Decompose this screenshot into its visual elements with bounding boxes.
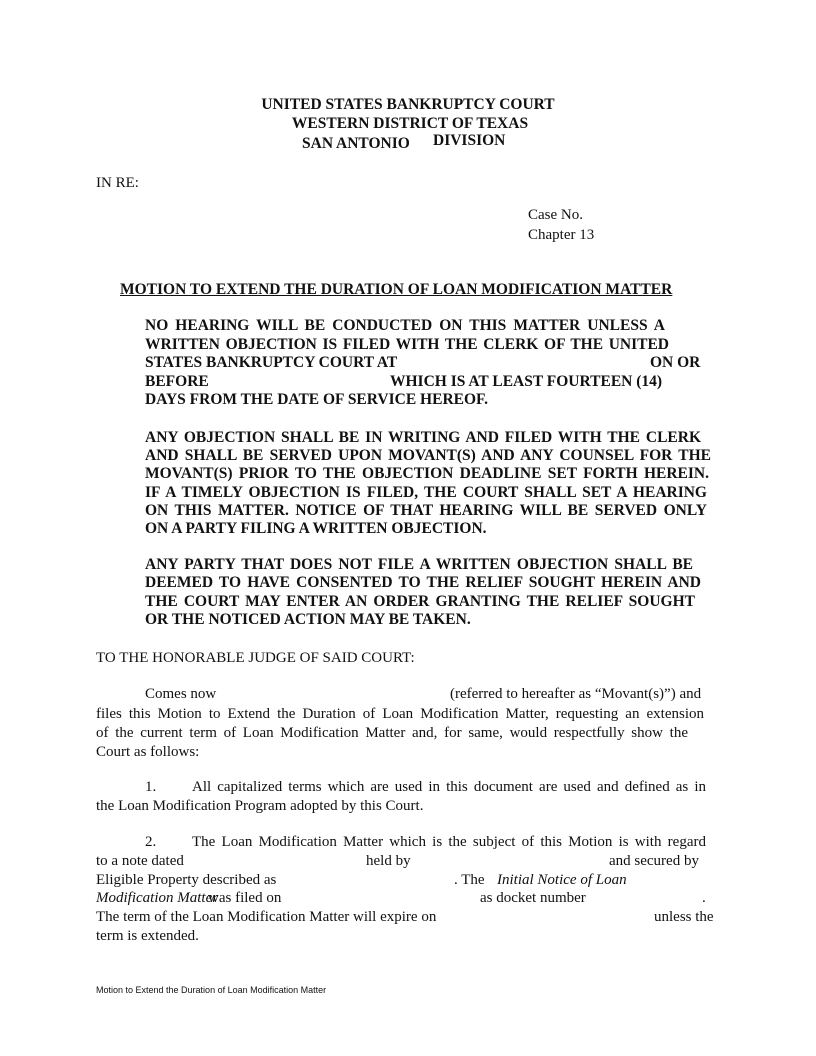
paragraph-text-italic: Modification Matter (96, 890, 219, 906)
chapter-label: Chapter 13 (528, 227, 595, 243)
intro-text: (referred to hereafter as “Movant(s)”) and (450, 686, 702, 702)
notice2-line: ANY OBJECTION SHALL BE IN WRITING AND FILED WITH THE CLERK (145, 429, 701, 446)
paragraph-number: 2. (145, 834, 157, 850)
paragraph-text: . The (454, 872, 485, 888)
page-footer: Motion to Extend the Duration of Loan Modification Matter (96, 985, 327, 995)
paragraph-text: the Loan Modification Program adopted by this Court. (96, 798, 424, 814)
in-re-label: IN RE: (96, 175, 139, 191)
paragraph-text: unless the (654, 909, 714, 925)
paragraph-text: was filed on (208, 890, 282, 906)
notice2-line: IF A TIMELY OBJECTION IS FILED, THE COURT SHALL SET A HEARING (145, 484, 707, 501)
notice3-line: THE COURT MAY ENTER AN ORDER GRANTING THE RELIEF SOUGHT (145, 593, 695, 610)
paragraph-text: as docket number (480, 890, 586, 906)
paragraph-text: The term of the Loan Modification Matter will expire on (96, 909, 437, 925)
paragraph-text: and secured by (609, 853, 699, 869)
paragraph-text: to a note dated (96, 853, 184, 869)
intro-text: of the current term of Loan Modification Matter and, for same, would respectfully show the (96, 725, 688, 741)
notice3-line: OR THE NOTICED ACTION MAY BE TAKEN. (145, 611, 471, 628)
court-name: UNITED STATES BANKRUPTCY COURT (261, 96, 555, 113)
paragraph-text-italic: Initial Notice of Loan (497, 872, 627, 888)
division-label: DIVISION (433, 132, 506, 149)
notice1-line: DAYS FROM THE DATE OF SERVICE HEREOF. (145, 391, 488, 408)
paragraph-text: held by (366, 853, 411, 869)
paragraph-text: The Loan Modification Matter which is the subject of this Motion is with regard (192, 834, 706, 850)
notice2-line: AND SHALL BE SERVED UPON MOVANT(S) AND ANY COUNSEL FOR THE (145, 447, 711, 464)
motion-title: MOTION TO EXTEND THE DURATION OF LOAN MODIFICATION MATTER (120, 281, 673, 298)
case-number-label: Case No. (528, 207, 583, 223)
notice1-line: ON OR (650, 354, 701, 371)
paragraph-number: 1. (145, 779, 157, 795)
intro-text: files this Motion to Extend the Duration of Loan Modification Matter, requesting an extension (96, 706, 704, 722)
notice1-line: BEFORE (145, 373, 209, 390)
intro-text: Court as follows: (96, 744, 200, 760)
paragraph-text: All capitalized terms which are used in this document are used and defined as in (192, 779, 706, 795)
paragraph-text: . (702, 890, 706, 906)
division-city: SAN ANTONIO (302, 135, 410, 152)
notice3-line: ANY PARTY THAT DOES NOT FILE A WRITTEN OBJECTION SHALL BE (145, 556, 693, 573)
notice3-line: DEEMED TO HAVE CONSENTED TO THE RELIEF SOUGHT HEREIN AND (145, 574, 701, 591)
district-name: WESTERN DISTRICT OF TEXAS (291, 115, 529, 132)
notice1-line: STATES BANKRUPTCY COURT AT (145, 354, 398, 371)
salutation: TO THE HONORABLE JUDGE OF SAID COURT: (96, 650, 415, 666)
notice2-line: MOVANT(S) PRIOR TO THE OBJECTION DEADLINE SET FORTH HEREIN. (145, 465, 709, 482)
paragraph-text: Eligible Property described as (96, 872, 277, 888)
notice1-line: WHICH IS AT LEAST FOURTEEN (14) (390, 373, 663, 390)
notice1-line: NO HEARING WILL BE CONDUCTED ON THIS MATTER UNLESS A (145, 317, 665, 334)
notice1-line: WRITTEN OBJECTION IS FILED WITH THE CLERK OF THE UNITED (145, 336, 669, 353)
notice2-line: ON THIS MATTER. NOTICE OF THAT HEARING WILL BE SERVED ONLY (145, 502, 707, 519)
intro-text: Comes now (145, 686, 217, 702)
paragraph-text: term is extended. (96, 928, 199, 944)
notice2-line: ON A PARTY FILING A WRITTEN OBJECTION. (145, 520, 487, 537)
